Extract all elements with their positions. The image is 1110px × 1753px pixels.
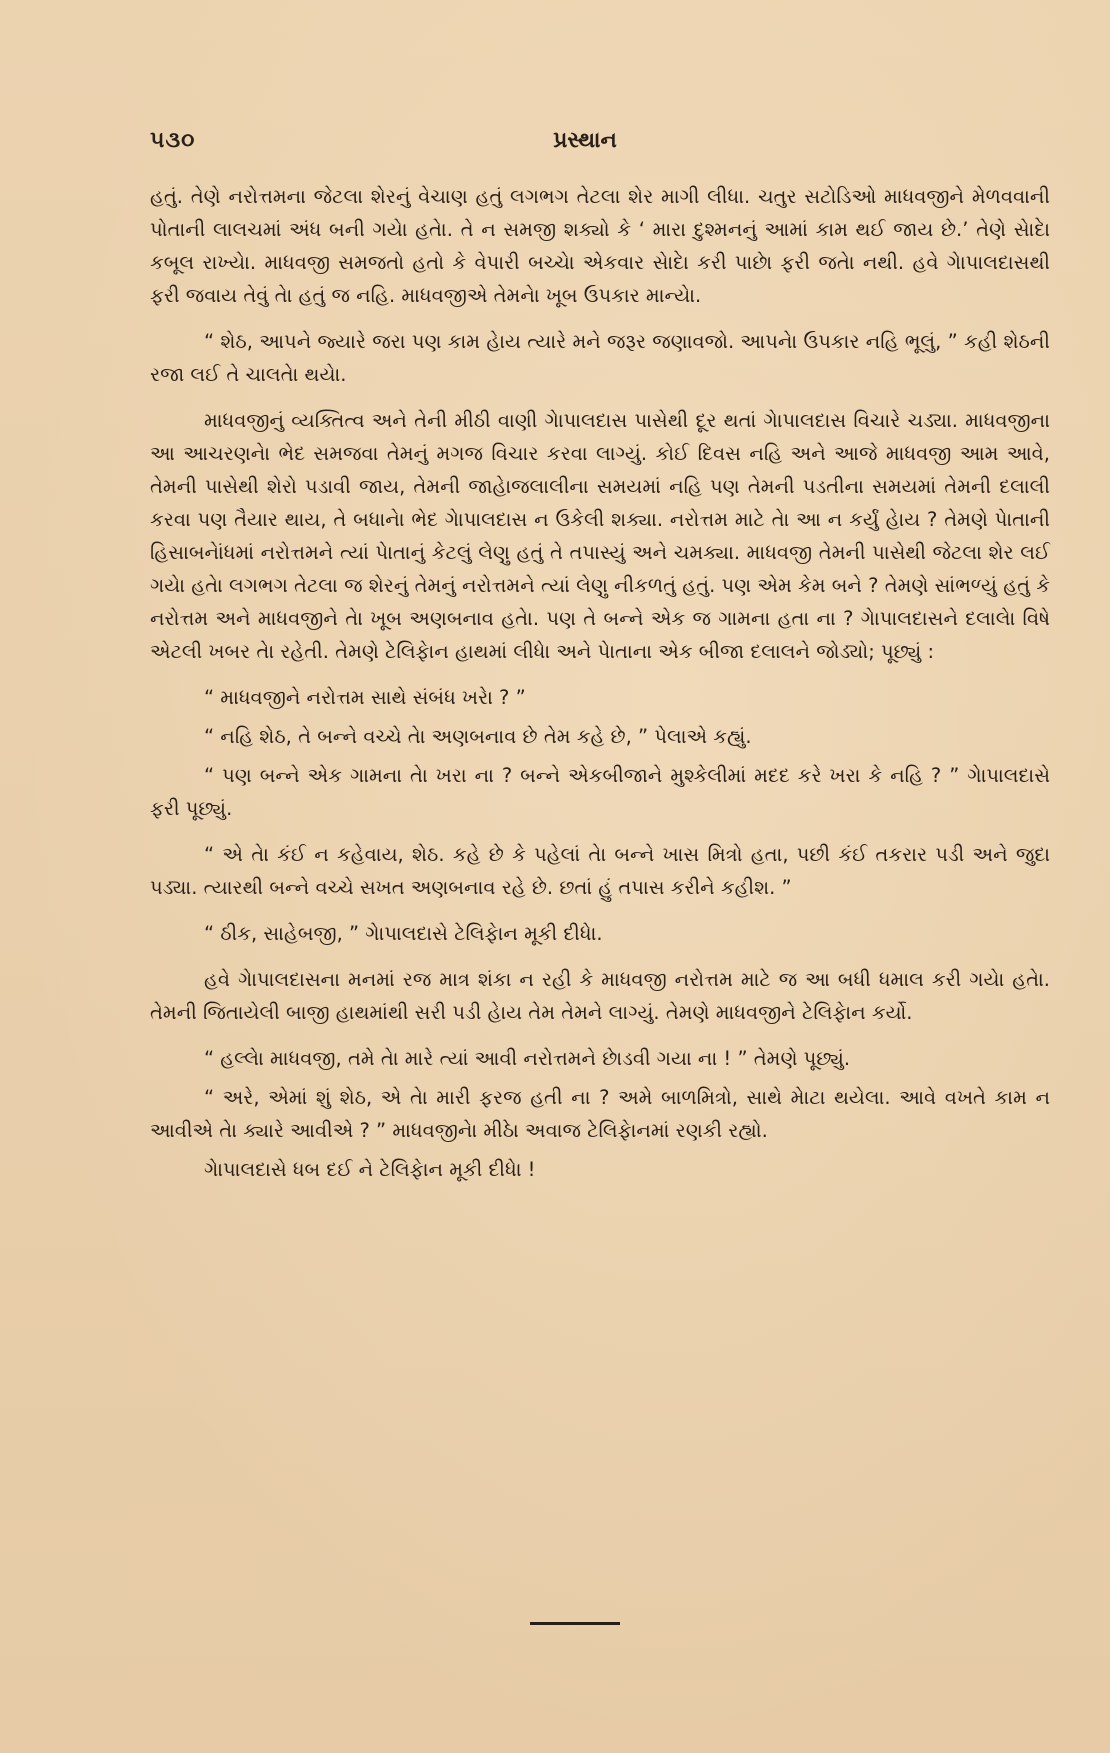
page-header [150,128,1020,162]
paragraph: “ પણ બન્ને એક ગામના તેા ખરા ના ? બન્ને એકબીજાને મુશ્કેલીમાં મદદ કરે ખરા કે નહિ ? ” ગેાપાલદાસે ફરી પૂછ્યું. [150,764,1050,820]
page-number: ૫૩૦ [150,128,196,153]
paragraph: હવે ગેાપાલદાસના મનમાં રજ માત્ર શંકા ન રહી કે માધવજી નરોત્તમ માટે જ આ બધી ધમાલ કરી ગયેા હતેા. તેમની જિતાયેલી બાજી હાથમાંથી સરી પડી હેાય તેમ તેમને લાગ્યું. તેમણે માધવજીને ટેલિફેાન કર્યો. [150,968,1050,1024]
end-divider [530,1622,620,1625]
paragraph: “ ઠીક, સાહેબજી, ” ગેાપાલદાસે ટેલિફેાન મૂકી દીધેા. [204,922,603,945]
paragraph: માધવજીનું વ્યક્તિત્વ અને તેની મીઠી વાણી ગેાપાલદાસ પાસેથી દૂર થતાં ગેાપાલદાસ વિચારે ચડ્યા. માધવજીના આ આચરણનેા ભેદ સમજવા તેમનું મગજ વિચાર કરવા લાગ્યું. કોઈ દિવસ નહિ અને આજે માધવજી આમ આવે, તેમની પાસેથી શેરો પડાવી જાય, તેમની જાહેાજલાલીના સમયમાં નહિ પણ તેમની પડતીના સમયમાં તેમની દલાલી કરવા પણ તૈયાર થાય, તે બધાનેા ભેદ ગેાપાલદાસ ન ઉકેલી શક્યા. નરોત્તમ માટે તેા આ ન કર્યું હેાય ? તેમણે પેાતાની હિસાબનેાંધમાં નરોત્તમને ત્યાં પેાતાનું કેટલું લેણુ હતું તે તપાસ્યું અને ચમક્યા. માધવજી તેમની પાસેથી જેટલા શેર લઈ ગયેા હતેા લગભગ તેટલા જ શેરનું તેમનું નરોત્તમને ત્યાં લેણુ નીકળતું હતું. પણ એમ કેમ બને ? તેમણે સાંભળ્યું હતું કે નરોત્તમ અને માધવજીને તેા ખૂબ અણબનાવ હતેા. પણ તે બન્ને એક જ ગામના હતા ના ? ગેાપાલદાસને દલાલેા વિષે એટલી ખબર તેા રહેતી. તેમણે ટેલિફેાન હાથમાં લીધેા અને પેાતાના એક બીજા દલાલને જોડ્યો; પૂછ્યું : [150,409,1050,663]
paragraph: હતું. તેણે નરોત્તમના જેટલા શેરનું વેચાણ હતું લગભગ તેટલા શેર માગી લીધા. ચતુર સટોડિઓ માધવજીને મેળવવાની પોતાની લાલચમાં અંધ બની ગયેા હતેા. તે ન સમજી શક્યો કે ‘ મારા દુશ્મનનું આમાં કામ થઈ જાય છે.’ તેણે સેાદેા કબૂલ રાખ્યેા. માધવજી સમજતો હતો કે વેપારી બચ્ચેા એકવાર સેાદેા કરી પાછેા ફરી જતેા નથી. હવે ગેાપાલદાસથી ફરી જવાય તેવું તેા હતું જ નહિ. માધવજીએ તેમનેા ખૂબ ઉપકાર માન્યેા. [150,185,1050,307]
paragraph: “ હલ્લેા માધવજી, તમે તેા મારે ત્યાં આવી નરોત્તમને છેાડવી ગયા ના ! ” તેમણે પૂછ્યું. [204,1047,851,1070]
paragraph: “ માધવજીને નરોત્તમ સાથે સંબંધ ખરેા ? ” [204,686,526,709]
paragraph: “ અરે, એમાં શું શેઠ, એ તેા મારી ફરજ હતી ના ? અમે બાળમિત્રો, સાથે મેાટા થયેલા. આવે વખતે કામ ન આવીએ તેા ક્યારે આવીએ ? ” માધવજીનેા મીઠેા અવાજ ટેલિફેાનમાં રણકી રહ્યો. [150,1086,1050,1142]
paragraph: ગેાપાલદાસે ધબ દઈ ને ટેલિફેાન મૂકી દીધેા ! [204,1158,536,1181]
body-text [150,180,1050,1199]
running-title: પ્રસ્થાન [553,128,617,153]
paragraph: “ એ તેા કંઈ ન કહેવાય, શેઠ. કહે છે કે પહેલાં તેા બન્ને ખાસ મિત્રો હતા, પછી કંઈ તકરાર પડી અને જુદા પડ્યા. ત્યારથી બન્ને વચ્ચે સખત અણબનાવ રહે છે. છતાં હું તપાસ કરીને કહીશ. ” [150,843,1050,899]
paragraph: “ શેઠ, આપને જ્યારે જરા પણ કામ હેાય ત્યારે મને જરૂર જણાવજો. આપનેા ઉપકાર નહિ ભૂલું, ” કહી શેઠની રજા લઈ તે ચાલતેા થયેા. [150,330,1050,386]
paragraph: “ નહિ શેઠ, તે બન્ને વચ્ચે તેા અણબનાવ છે તેમ કહે છે, ” પેલાએ કહ્યું. [204,725,752,748]
